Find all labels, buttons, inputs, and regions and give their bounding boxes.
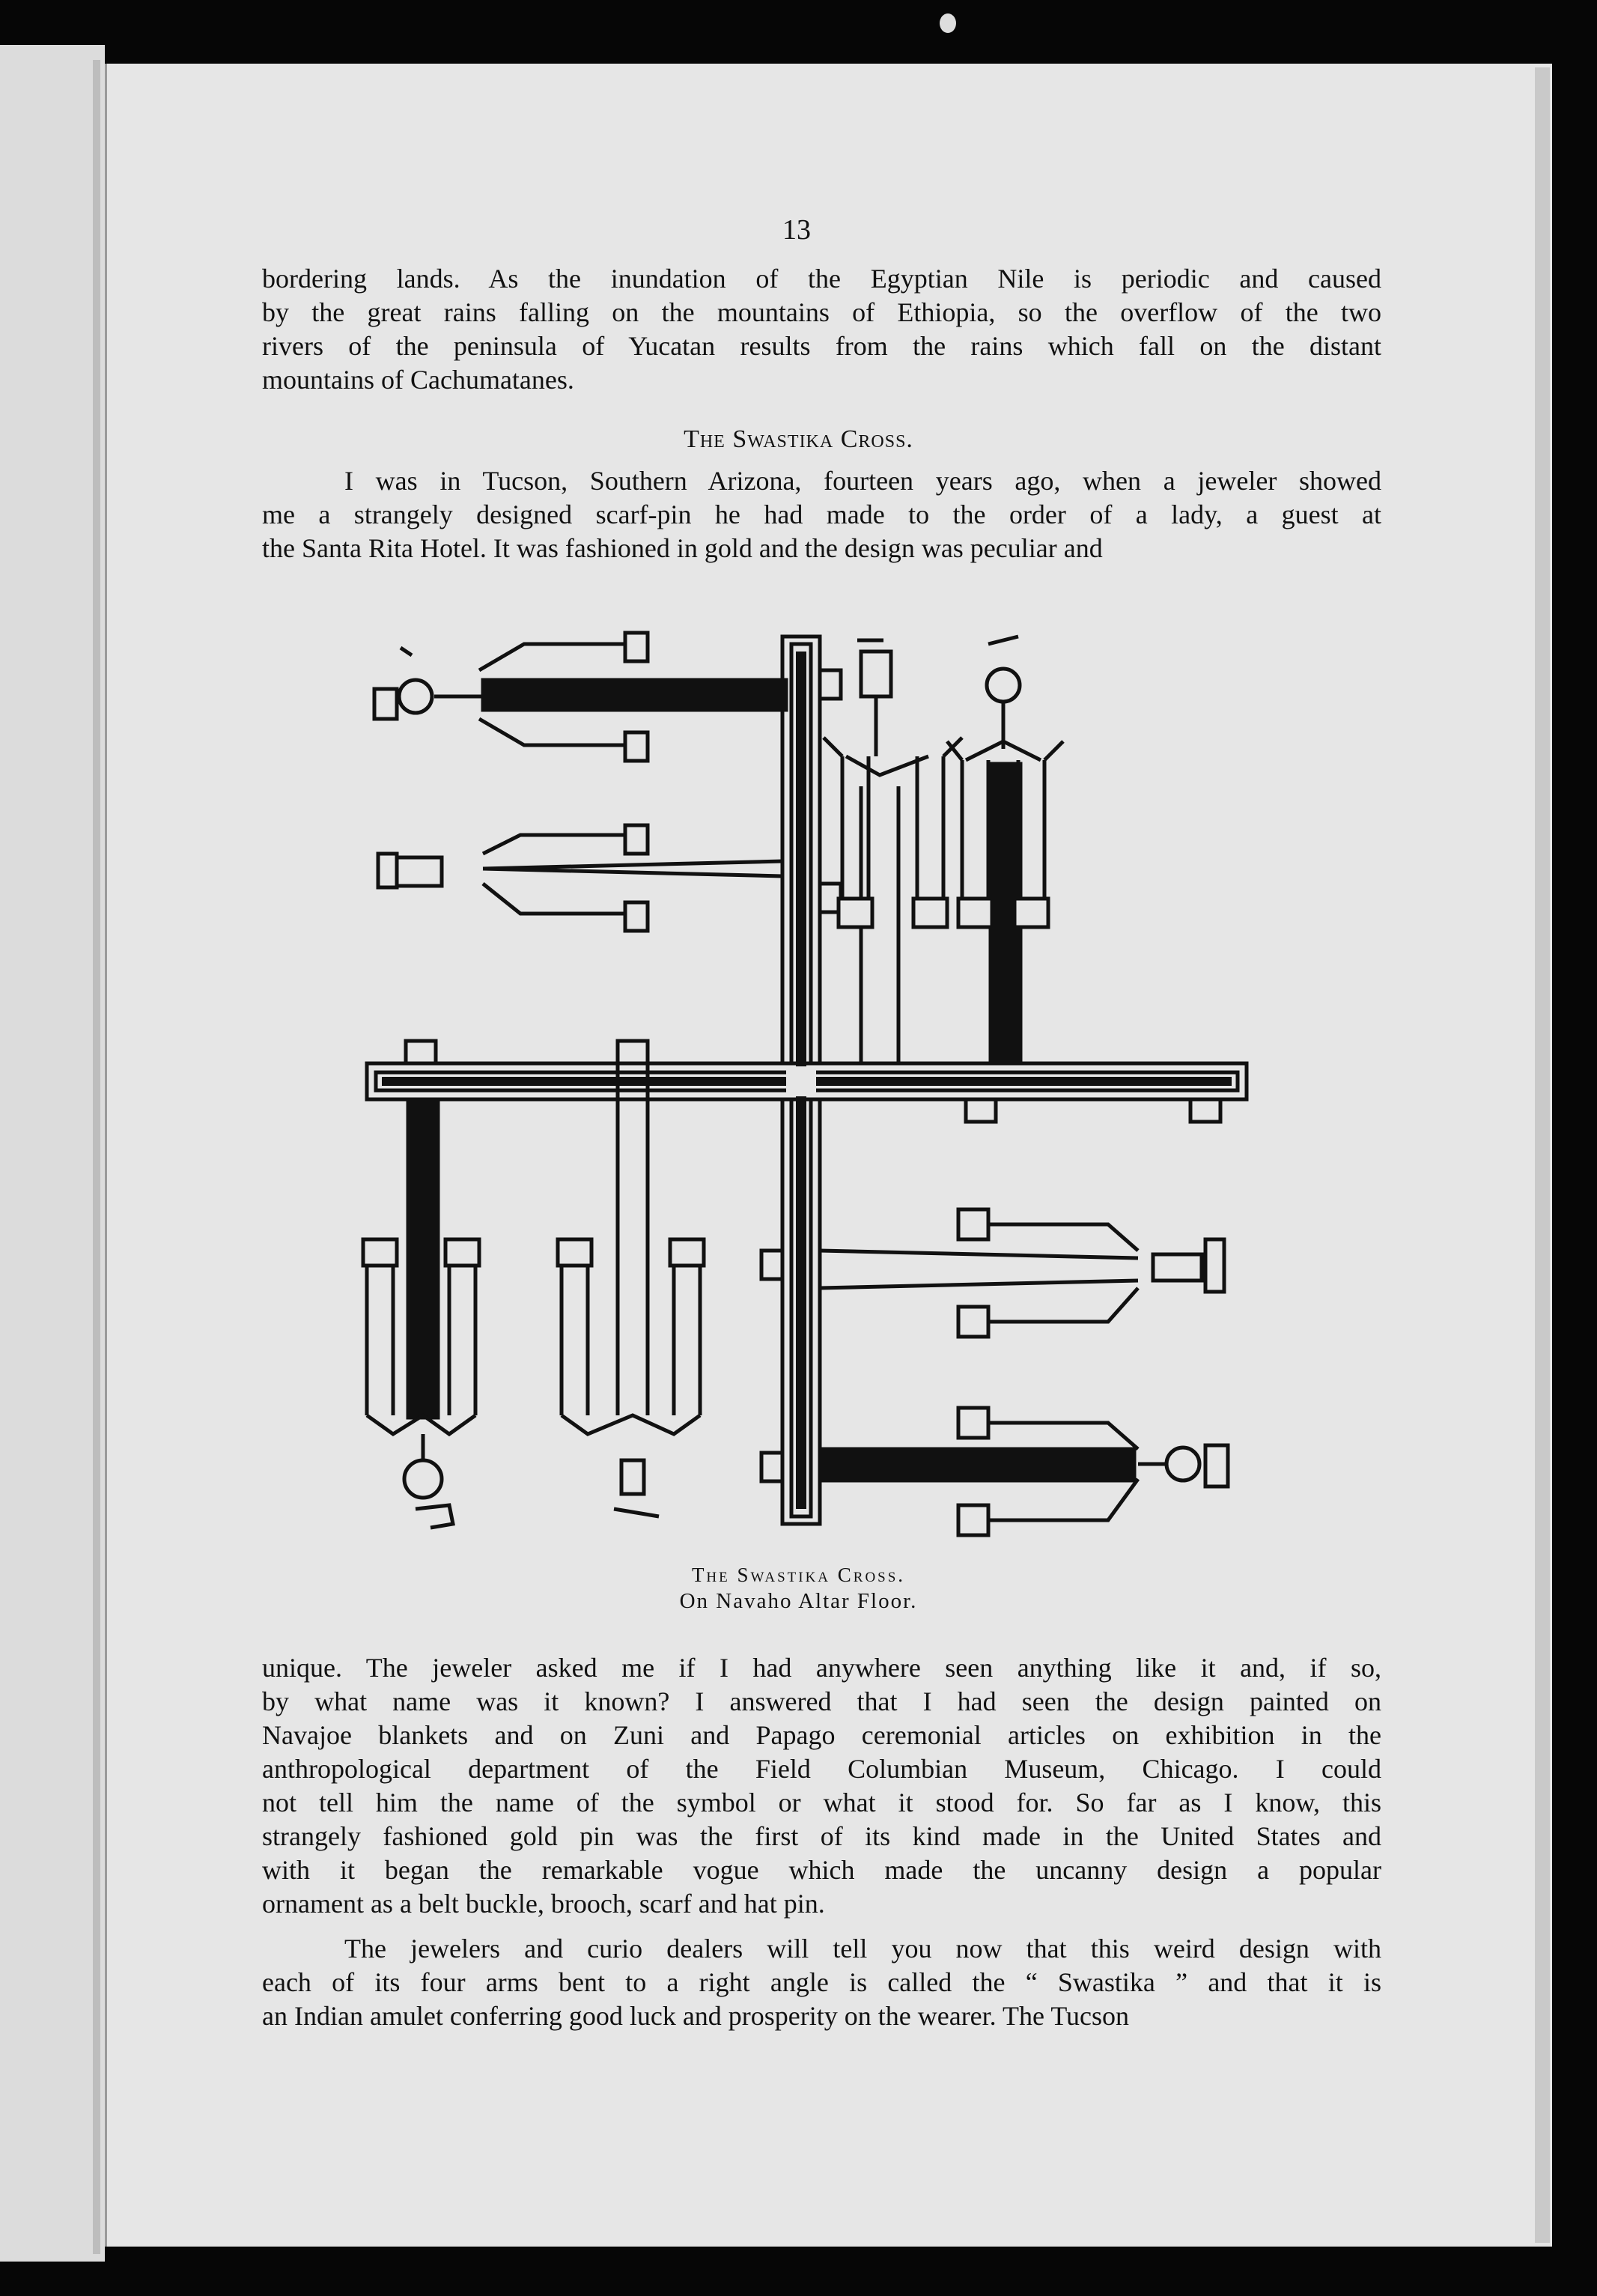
text-line: not tell him the name of the symbol or what it stood for. So far as I know, this xyxy=(262,1788,1381,1817)
page-edge-shadow xyxy=(1535,67,1550,2243)
text-line: me a strangely designed scarf-pin he had made to the order of a lady, a guest at xyxy=(262,499,1381,529)
binding-edge xyxy=(93,60,100,2254)
figure-caption-title: The Swastika Cross. xyxy=(691,1564,906,1586)
text-line: an Indian amulet conferring good luck and prosperity on the wearer. The Tucson xyxy=(262,2001,1130,2031)
text-line: anthropological department of the Field Columbian Museum, Chicago. I could xyxy=(262,1754,1381,1784)
book-binding xyxy=(0,45,105,2262)
text-line: strangely fashioned gold pin was the first of its kind made in the United States and xyxy=(262,1821,1381,1851)
text-line: unique. The jeweler asked me if I had anywhere seen anything like it and, if so, xyxy=(262,1653,1381,1683)
text-line: by the great rains falling on the mountains of Ethiopia, so the overflow of the two xyxy=(262,297,1381,327)
swastika-cross-illustration xyxy=(359,629,1273,1558)
section-heading: The Swastika Cross. xyxy=(684,425,913,453)
page-number: 13 xyxy=(782,214,811,246)
text-line: mountains of Cachumatanes. xyxy=(262,365,574,395)
text-line: the Santa Rita Hotel. It was fashioned in gold and the design was peculiar and xyxy=(262,533,1103,563)
text-line: ornament as a belt buckle, brooch, scarf and hat pin. xyxy=(262,1889,825,1919)
scan-speck xyxy=(940,13,956,33)
text-line: bordering lands. As the inundation of the Egyptian Nile is periodic and caused xyxy=(262,264,1381,294)
text-line: Navajoe blankets and on Zuni and Papago ceremonial articles on exhibition in the xyxy=(262,1720,1381,1750)
paragraph-swastika-named xyxy=(262,1932,1381,2033)
text-line: each of its four arms bent to a right angle is called the “ Swastika ” and that it is xyxy=(262,1967,1381,1997)
paragraph-tucson xyxy=(262,464,1381,565)
figure-caption-subtitle: On Navaho Altar Floor. xyxy=(679,1589,918,1613)
paragraph-bordering-lands xyxy=(262,262,1381,397)
text-line: rivers of the peninsula of Yucatan results from the rains which fall on the distant xyxy=(262,331,1381,361)
text-line: I was in Tucson, Southern Arizona, fourteen years ago, when a jeweler showed xyxy=(344,466,1381,496)
text-line: by what name was it known? I answered that I had seen the design painted on xyxy=(262,1686,1381,1716)
text-line: The jewelers and curio dealers will tell you now that this weird design with xyxy=(344,1934,1381,1964)
paragraph-jeweler-asked xyxy=(262,1651,1381,1921)
text-line: with it began the remarkable vogue which made the uncanny design a popular xyxy=(262,1855,1381,1885)
